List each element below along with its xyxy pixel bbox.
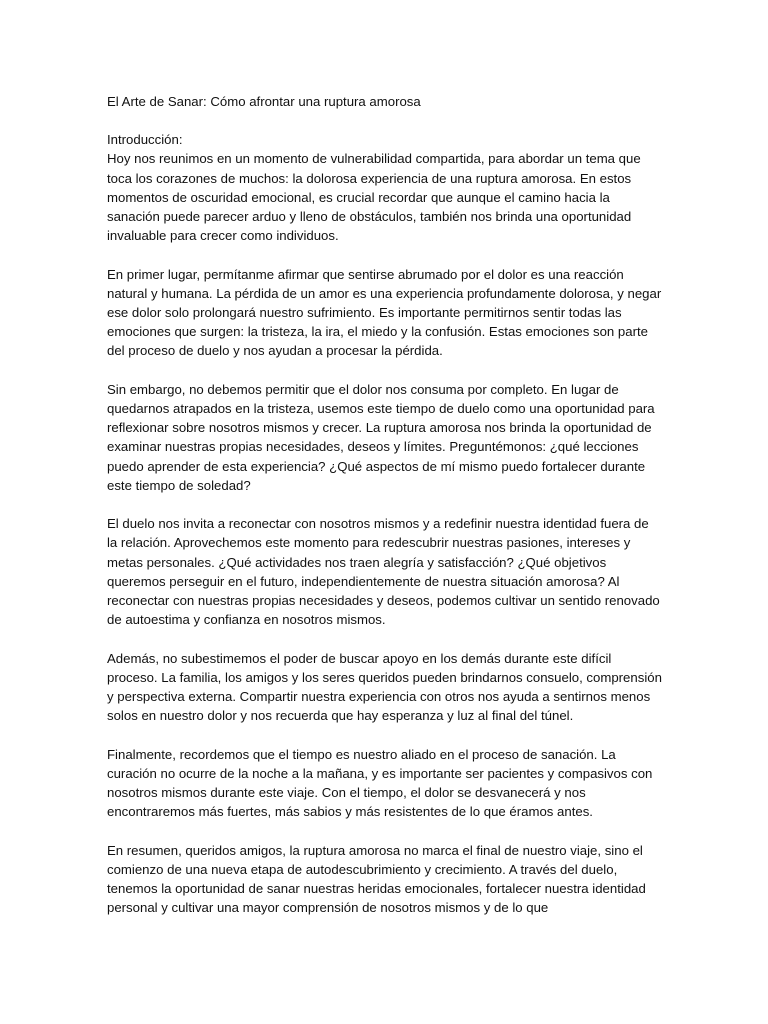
paragraph-2: En primer lugar, permítanme afirmar que sentirse abrumado por el dolor es una reacción natural y humana. La pérdida de un amor es una experiencia profundamente dolorosa, y negar ese dolor solo prolongará nuestro sufrimiento. Es importante permitirnos sentir todas las emociones que surgen: la tristeza, la ira, el miedo y la confusión. Estas emociones son parte del proceso de duelo y nos ayudan a procesar la pérdida. xyxy=(107,266,662,359)
paragraph-intro: Hoy nos reunimos en un momento de vulnerabilidad compartida, para abordar un tema que toca los corazones de muchos: la dolorosa experiencia de una ruptura amorosa. En estos momentos de oscuridad emocional, es crucial recordar que aunque el camino hacia la sanación puede parecer arduo y lleno de obstáculos, también nos brinda una oportunidad invaluable para crecer como individuos. xyxy=(107,151,641,244)
paragraph-5: Además, no subestimemos el poder de buscar apoyo en los demás durante este difícil proceso. La familia, los amigos y los seres queridos pueden brindarnos consuelo, comprensión y perspectiva externa. Compartir nuestra experiencia con otros nos ayuda a sentirnos menos solos en nuestro dolor y nos recuerda que hay esperanza y luz al final del túnel. xyxy=(107,650,662,724)
intro-heading: Introducción: xyxy=(107,132,183,148)
document-title: El Arte de Sanar: Cómo afrontar una ruptura amorosa xyxy=(107,94,421,109)
paragraph-3: Sin embargo, no debemos permitir que el dolor nos consuma por completo. En lugar de quedarnos atrapados en la tristeza, usemos este tiempo de duelo como una oportunidad para reflexionar sobre nosotros mismos y crecer. La ruptura amorosa nos brinda la oportunidad de examinar nuestras propias necesidades, deseos y límites. Preguntémonos: ¿qué lecciones puedo aprender de esta experiencia? ¿Qué aspectos de mí mismo puedo fortalecer durante este tiempo de soledad? xyxy=(107,381,655,493)
document-page xyxy=(107,92,662,937)
paragraph-6: Finalmente, recordemos que el tiempo es nuestro aliado en el proceso de sanación. La curación no ocurre de la noche a la mañana, y es importante ser pacientes y compasivos con nosotros mismos durante este viaje. Con el tiempo, el dolor se desvanecerá y nos encontraremos más fuertes, más sabios y más resistentes de lo que éramos antes. xyxy=(107,746,653,820)
paragraph-4: El duelo nos invita a reconectar con nosotros mismos y a redefinir nuestra identidad fuera de la relación. Aprovechemos este momento para redescubrir nuestras pasiones, intereses y metas personales. ¿Qué actividades nos traen alegría y satisfacción? ¿Qué objetivos queremos perseguir en el futuro, independientemente de nuestra situación amorosa? Al reconectar con nuestras propias necesidades y deseos, podemos cultivar un sentido renovado de autoestima y confianza en nosotros mismos. xyxy=(107,516,660,628)
paragraph-7: En resumen, queridos amigos, la ruptura amorosa no marca el final de nuestro viaje, sino el comienzo de una nueva etapa de autodescubrimiento y crecimiento. A través del duelo, tenemos la oportunidad de sanar nuestras heridas emocionales, fortalecer nuestra identidad personal y cultivar una mayor comprensión de nosotros mismos y de lo que xyxy=(107,842,646,916)
